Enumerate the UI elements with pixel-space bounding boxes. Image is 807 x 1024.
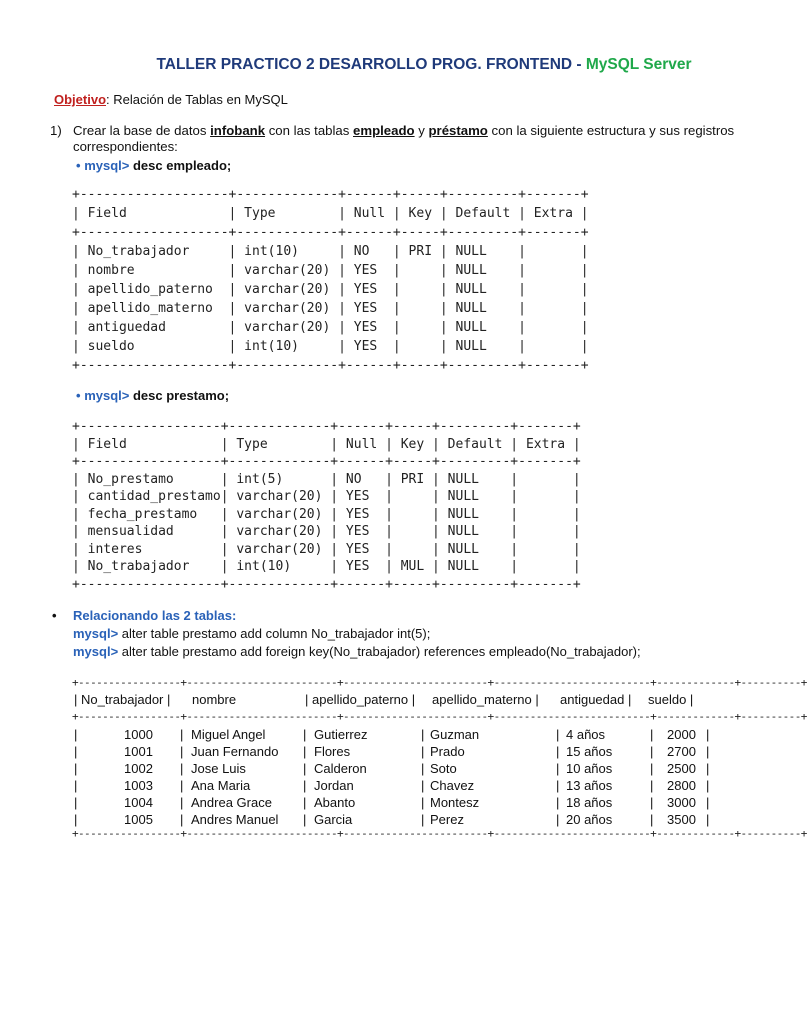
cell-separator: | xyxy=(421,795,425,810)
cell-apellido-materno: Soto xyxy=(430,761,457,776)
table-name-empleado: empleado xyxy=(353,123,415,138)
cell-separator: | xyxy=(556,812,560,827)
cell-apellido-paterno: Garcia xyxy=(314,812,353,827)
cell-no-trabajador: 1003 xyxy=(124,778,153,793)
cell-apellido-materno: Perez xyxy=(430,812,464,827)
cell-no-trabajador: 1004 xyxy=(124,795,153,810)
cell-nombre: Jose Luis xyxy=(191,761,246,776)
table-border: +-----------------+-------------------------+------------------------+--------------------------+-------------+----------+ xyxy=(72,676,807,689)
cell-no-trabajador: 1002 xyxy=(124,761,153,776)
cell-separator: | xyxy=(303,761,307,776)
cell-sueldo: 2800 xyxy=(667,778,696,793)
cell-apellido-paterno: Calderon xyxy=(314,761,367,776)
column-header: nombre xyxy=(192,692,237,707)
cell-separator: | xyxy=(180,761,184,776)
cell-separator: | xyxy=(180,812,184,827)
cell-apellido-paterno: Gutierrez xyxy=(314,727,368,742)
cell-separator: | xyxy=(421,744,425,759)
title-text: TALLER PRACTICO 2 DESARROLLO PROG. FRONTEND - xyxy=(156,56,586,73)
cell-nombre: Ana Maria xyxy=(191,778,251,793)
cell-sueldo: 2700 xyxy=(667,744,696,759)
cell-no-trabajador: 1000 xyxy=(124,727,153,742)
mysql-prompt: mysql> xyxy=(84,158,130,173)
cell-sueldo: 3500 xyxy=(667,812,696,827)
bullet-icon: • xyxy=(52,608,57,623)
cell-separator: | xyxy=(180,727,184,742)
cell-antiguedad: 18 años xyxy=(566,795,613,810)
cell-antiguedad: 4 años xyxy=(566,727,606,742)
cell-apellido-materno: Guzman xyxy=(430,727,480,742)
cell-separator: | xyxy=(706,744,710,759)
cell-separator: | xyxy=(74,778,78,793)
cell-separator: | xyxy=(421,761,425,776)
db-name: infobank xyxy=(210,123,266,138)
cell-separator: | xyxy=(650,744,654,759)
cell-separator: | xyxy=(74,812,78,827)
cell-separator: | xyxy=(74,744,78,759)
cell-nombre: Juan Fernando xyxy=(191,744,279,759)
step-1 xyxy=(50,123,740,155)
empleado-desc-table: +-------------------+-------------+------+-----+---------+-------+ | Field | Type | Null | Key | Default | Extra | +-------------------+-------------+------+-----+---------+-------+ | No_trabajador | int(10) | NO | PRI | NULL | | | nombre | varchar(20) | YES | | NULL | | | apellido_paterno | varchar(20) | YES | | NULL | | | apellido_materno | varchar(20) | YES | | NULL | | | antiguedad | varchar(20) | YES | | NULL | | | sueldo | int(10) | YES | | NULL | | +-------------------+-------------+------+-----+---------+-------+ xyxy=(72,187,589,373)
bullet-icon: • xyxy=(76,158,81,173)
cell-antiguedad: 15 años xyxy=(566,744,613,759)
cell-separator: | xyxy=(421,778,425,793)
cmd-desc-empleado xyxy=(76,158,231,173)
cell-no-trabajador: 1001 xyxy=(124,744,153,759)
cell-antiguedad: 13 años xyxy=(566,778,613,793)
cell-apellido-materno: Chavez xyxy=(430,778,475,793)
step-number: 1) xyxy=(50,123,62,138)
cell-separator: | xyxy=(556,727,560,742)
prestamo-desc-table: +------------------+-------------+------+-----+---------+-------+ | Field | Type | Null | Key | Default | Extra | +------------------+-------------+------+-----+---------+-------+ | No_prestamo | int(5) | NO | PRI | NULL | | | cantidad_prestamo| varchar(20) | YES | | NULL | | | fecha_prestamo | varchar(20) | YES | | NULL | | | mensualidad | varchar(20) | YES | | NULL | | | interes | varchar(20) | YES | | NULL | | | No_trabajador | int(10) | YES | MUL | NULL | | +------------------+-------------+------+-----+---------+-------+ xyxy=(72,419,581,592)
cell-apellido-materno: Montesz xyxy=(430,795,480,810)
cell-separator: | xyxy=(180,795,184,810)
cell-separator: | xyxy=(556,744,560,759)
sql-line-1: mysql> alter table prestamo add column No_trabajador int(5); xyxy=(73,626,431,641)
cell-sueldo: 3000 xyxy=(667,795,696,810)
relation-section xyxy=(52,607,641,661)
mysql-prompt: mysql> xyxy=(84,388,130,403)
column-header: sueldo | xyxy=(648,692,694,707)
cmd-text: desc prestamo; xyxy=(129,388,230,403)
column-header: apellido_materno | xyxy=(432,692,539,707)
cell-apellido-paterno: Flores xyxy=(314,744,351,759)
column-header: antiguedad | xyxy=(560,692,632,707)
cell-nombre: Andres Manuel xyxy=(191,812,279,827)
table-border: +-----------------+-------------------------+------------------------+--------------------------+-------------+----------+ xyxy=(72,710,807,723)
cell-separator: | xyxy=(706,795,710,810)
sql-line-2: mysql> alter table prestamo add foreign key(No_trabajador) references empleado(No_trabajador); xyxy=(73,644,641,659)
cell-separator: | xyxy=(650,812,654,827)
cell-nombre: Andrea Grace xyxy=(191,795,272,810)
table-border: +-----------------+-------------------------+------------------------+--------------------------+-------------+----------+ xyxy=(72,827,807,840)
cmd-text: desc empleado; xyxy=(129,158,232,173)
cell-no-trabajador: 1005 xyxy=(124,812,153,827)
cell-separator: | xyxy=(706,812,710,827)
cell-separator: | xyxy=(180,778,184,793)
cell-antiguedad: 20 años xyxy=(566,812,613,827)
cell-separator: | xyxy=(303,795,307,810)
cell-separator: | xyxy=(650,795,654,810)
cell-sueldo: 2500 xyxy=(667,761,696,776)
cell-separator: | xyxy=(421,812,425,827)
objective xyxy=(54,92,288,107)
cell-separator: | xyxy=(650,761,654,776)
cell-sueldo: 2000 xyxy=(667,727,696,742)
cell-separator: | xyxy=(180,744,184,759)
cell-apellido-paterno: Abanto xyxy=(314,795,356,810)
cell-antiguedad: 10 años xyxy=(566,761,613,776)
cell-separator: | xyxy=(650,778,654,793)
relation-heading: Relacionando las 2 tablas: xyxy=(73,608,237,623)
table-name-prestamo: préstamo xyxy=(428,123,488,138)
cell-separator: | xyxy=(303,812,307,827)
title-accent: MySQL Server xyxy=(585,56,692,73)
cell-apellido-paterno: Jordan xyxy=(314,778,354,793)
cell-apellido-materno: Prado xyxy=(430,744,465,759)
cell-separator: | xyxy=(303,778,307,793)
column-header: | No_trabajador | xyxy=(74,692,171,707)
objective-text: : Relación de Tablas en MySQL xyxy=(106,92,288,107)
cell-separator: | xyxy=(303,727,307,742)
cell-separator: | xyxy=(74,795,78,810)
step-1-text: Crear la base de datos infobank con las tablas empleado y préstamo con la siguiente estructura y sus registros correspondientes: xyxy=(73,123,735,154)
cell-separator: | xyxy=(706,761,710,776)
cell-separator: | xyxy=(556,761,560,776)
cell-separator: | xyxy=(74,761,78,776)
cell-separator: | xyxy=(303,744,307,759)
cell-separator: | xyxy=(650,727,654,742)
cmd-desc-prestamo xyxy=(76,388,229,403)
cell-separator: | xyxy=(706,778,710,793)
cell-separator: | xyxy=(706,727,710,742)
cell-nombre: Miguel Angel xyxy=(191,727,266,742)
cell-separator: | xyxy=(74,727,78,742)
page-title xyxy=(0,56,768,74)
cell-separator: | xyxy=(421,727,425,742)
cell-separator: | xyxy=(556,795,560,810)
column-header: | apellido_paterno | xyxy=(305,692,416,707)
bullet-icon: • xyxy=(76,388,81,403)
cell-separator: | xyxy=(556,778,560,793)
objective-label: Objetivo xyxy=(54,92,107,107)
